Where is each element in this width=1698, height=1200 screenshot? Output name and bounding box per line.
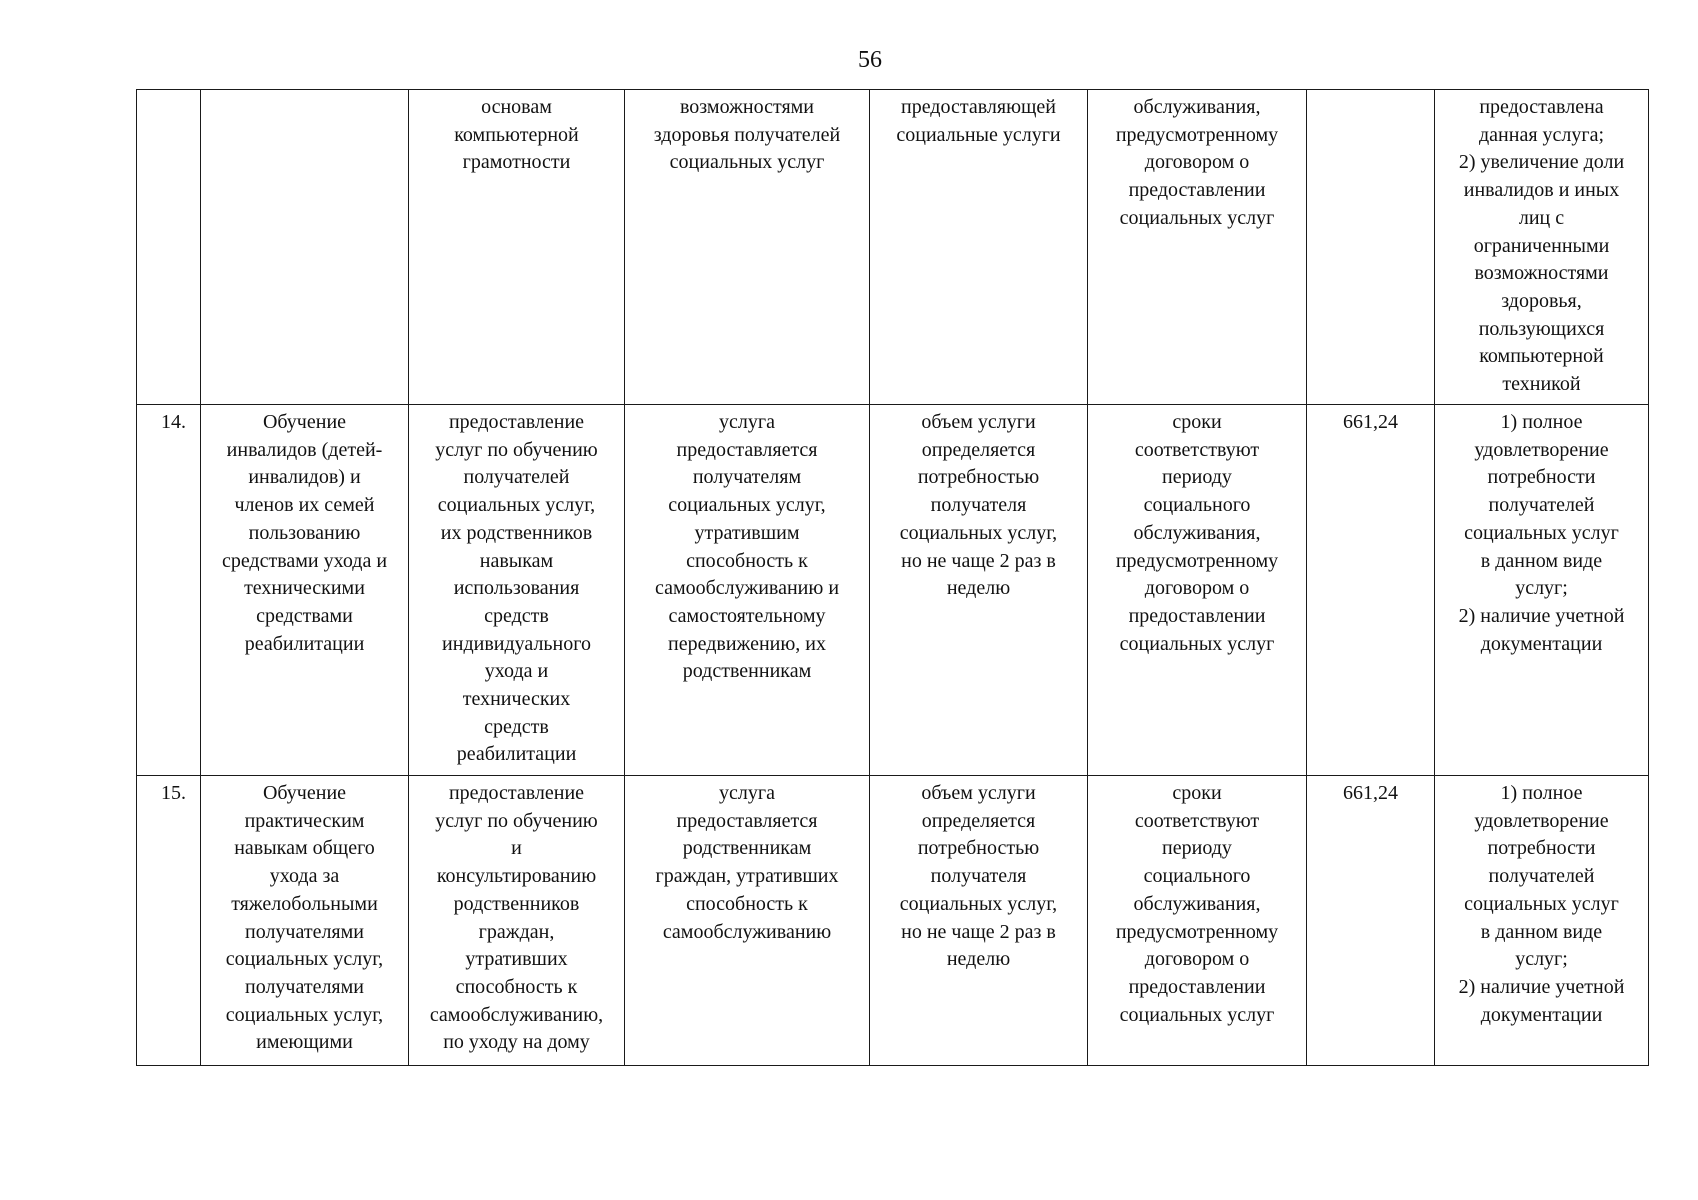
row-number-cell	[137, 90, 201, 405]
table-row	[137, 90, 1649, 405]
service-description-cell: предоставление услуг по обучению получателей социальных услуг, их родственников навыкам использования средств индивидуального ухода и технических средств реабилитации	[409, 405, 625, 776]
service-conditions-cell: услуга предоставляется получателям социальных услуг, утратившим способность к самообслуживанию и самостоятельному передвижению, их родственникам	[625, 405, 870, 776]
services-table	[136, 89, 1649, 1066]
service-price-cell	[1307, 90, 1435, 405]
service-quality-cell: 1) полное удовлетворение потребности получателей социальных услуг в данном виде услуг; 2) наличие учетной документации	[1435, 405, 1649, 776]
service-description-cell: основам компьютерной грамотности	[409, 90, 625, 405]
service-volume-cell: объем услуги определяется потребностью получателя социальных услуг, но не чаще 2 раз в неделю	[870, 405, 1088, 776]
service-conditions-cell: возможностями здоровья получателей социальных услуг	[625, 90, 870, 405]
service-name-cell: Обучение инвалидов (детей- инвалидов) и членов их семей пользованию средствами ухода и техническими средствами реабилитации	[201, 405, 409, 776]
service-quality-cell: предоставлена данная услуга; 2) увеличение доли инвалидов и иных лиц с ограниченными возможностями здоровья, пользующихся компьютерной техникой	[1435, 90, 1649, 405]
service-name-cell: Обучение практическим навыкам общего ухода за тяжелобольными получателями социальных услуг, получателями социальных услуг, имеющими	[201, 776, 409, 1066]
service-terms-cell: сроки соответствуют периоду социального обслуживания, предусмотренному договором о предоставлении социальных услуг	[1088, 776, 1307, 1066]
service-price-cell: 661,24	[1307, 776, 1435, 1066]
table-row	[137, 776, 1649, 1066]
service-terms-cell: обслуживания, предусмотренному договором о предоставлении социальных услуг	[1088, 90, 1307, 405]
service-name-cell	[201, 90, 409, 405]
table-row	[137, 405, 1649, 776]
service-conditions-cell: услуга предоставляется родственникам граждан, утративших способность к самообслуживанию	[625, 776, 870, 1066]
service-volume-cell: предоставляющей социальные услуги	[870, 90, 1088, 405]
service-volume-cell: объем услуги определяется потребностью получателя социальных услуг, но не чаще 2 раз в неделю	[870, 776, 1088, 1066]
service-description-cell: предоставление услуг по обучению и консультированию родственников граждан, утративших способность к самообслуживанию, по уходу на дому	[409, 776, 625, 1066]
service-quality-cell: 1) полное удовлетворение потребности получателей социальных услуг в данном виде услуг; 2) наличие учетной документации	[1435, 776, 1649, 1066]
row-number-cell: 14.	[137, 405, 201, 776]
page-number: 56	[858, 47, 882, 73]
service-price-cell: 661,24	[1307, 405, 1435, 776]
row-number-cell: 15.	[137, 776, 201, 1066]
service-terms-cell: сроки соответствуют периоду социального обслуживания, предусмотренному договором о предоставлении социальных услуг	[1088, 405, 1307, 776]
